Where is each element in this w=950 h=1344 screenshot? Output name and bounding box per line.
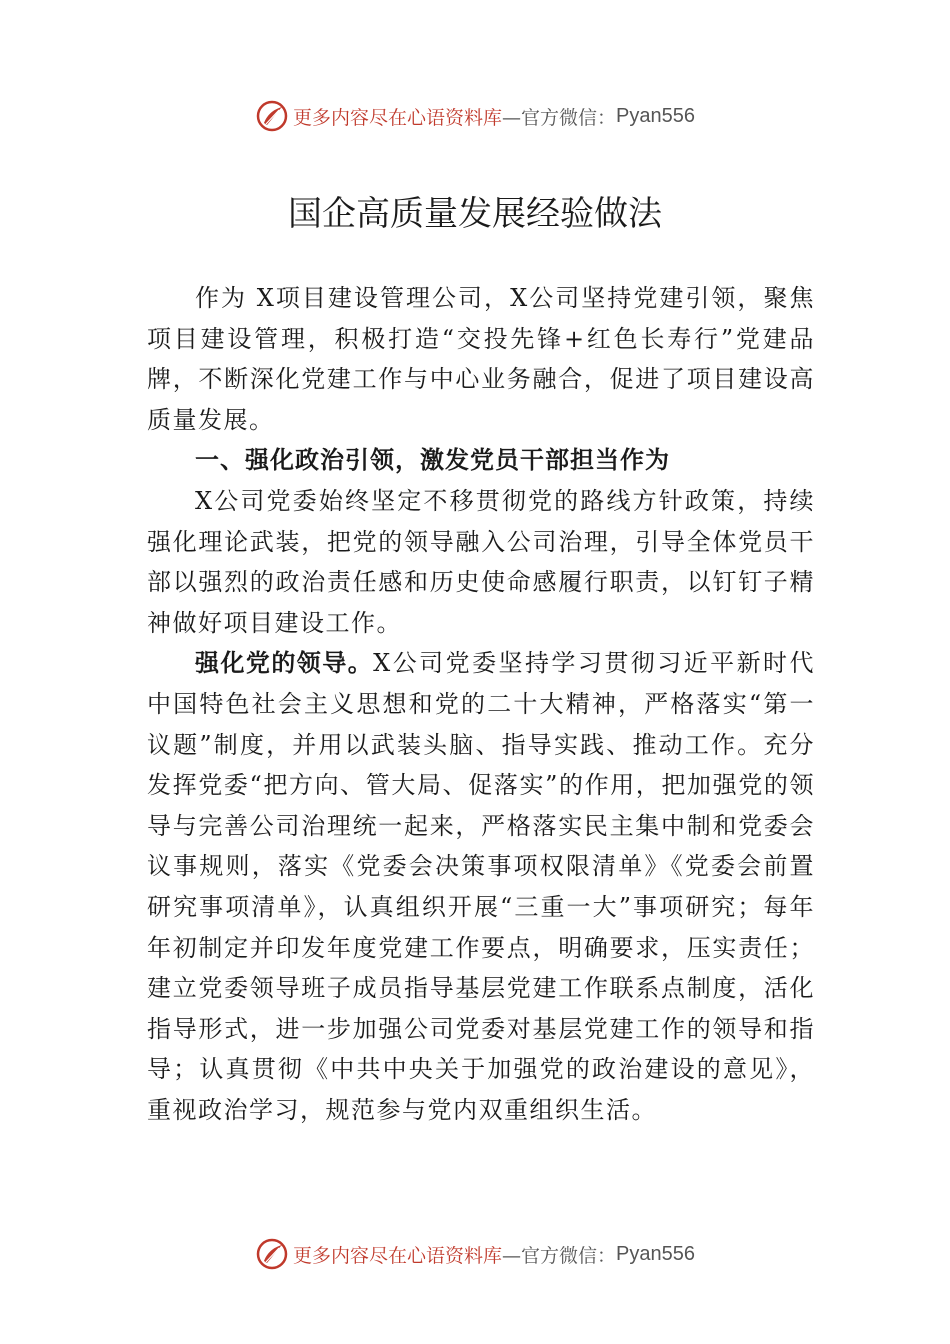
footer-banner — [0, 1234, 950, 1274]
banner-slogan: 更多内容尽在心语资料库 — [293, 106, 503, 129]
section-paragraph: X公司党委始终坚定不移贯彻党的路线方针政策，持续强化理论武装，把党的领导融入公司治理，引导全体党员干部以强烈的政治责任感和历史使命感履行职责，以钉钉子精神做好项目建设工作。 — [147, 486, 815, 637]
banner-slogan: 更多内容尽在心语资料库 — [293, 1244, 503, 1267]
banner-wechat-label: —官方微信： — [502, 106, 617, 129]
section-heading: 一、强化政治引领，激发党员干部担当作为 — [195, 446, 670, 475]
document-body — [147, 278, 815, 1130]
brand-logo-icon — [255, 99, 289, 133]
subsection-body: X公司党委坚持学习贯彻习近平新时代中国特色社会主义思想和党的二十大精神，严格落实“第一议题”制度，并用以武装头脑、指导实践、推动工作。充分发挥党委“把方向、管大局、促落实”的作用，把加强党的领导与完善公司治理统一起来，严格落实民主集中制和党委会议事规则，落实《党委会决策事项权限清单》《党委会前置研究事项清单》，认真组织开展“三重一大”事项研究；每年年初制定并印发年度党建工作要点，明确要求，压实责任； 建立党委领导班子成员指导基层党建工作联系点制度，活化指导形式，进一步加强公司党委对基层党建工作的领导和指导；认真贯彻《中共中央关于加强党的政治建设的意见》，重视政治学习，规范参与党内双重组织生活。 — [147, 649, 815, 1124]
subsection-lead: 强化党的领导。 — [195, 649, 374, 678]
intro-paragraph: 作为 X项目建设管理公司，X公司坚持党建引领，聚焦项目建设管理，积极打造“交投先锋+红色长寿行”党建品牌，不断深化党建工作与中心业务融合，促进了项目建设高质量发展。 — [147, 284, 815, 434]
subsection-paragraph — [147, 643, 815, 1130]
header-banner — [0, 96, 950, 136]
banner-wechat-id: Pyan556 — [616, 1242, 695, 1265]
banner-wechat-id: Pyan556 — [616, 104, 695, 127]
brand-logo-icon — [255, 1237, 289, 1271]
document-title: 国企高质量发展经验做法 — [288, 194, 662, 234]
banner-wechat-label: —官方微信： — [502, 1244, 617, 1267]
